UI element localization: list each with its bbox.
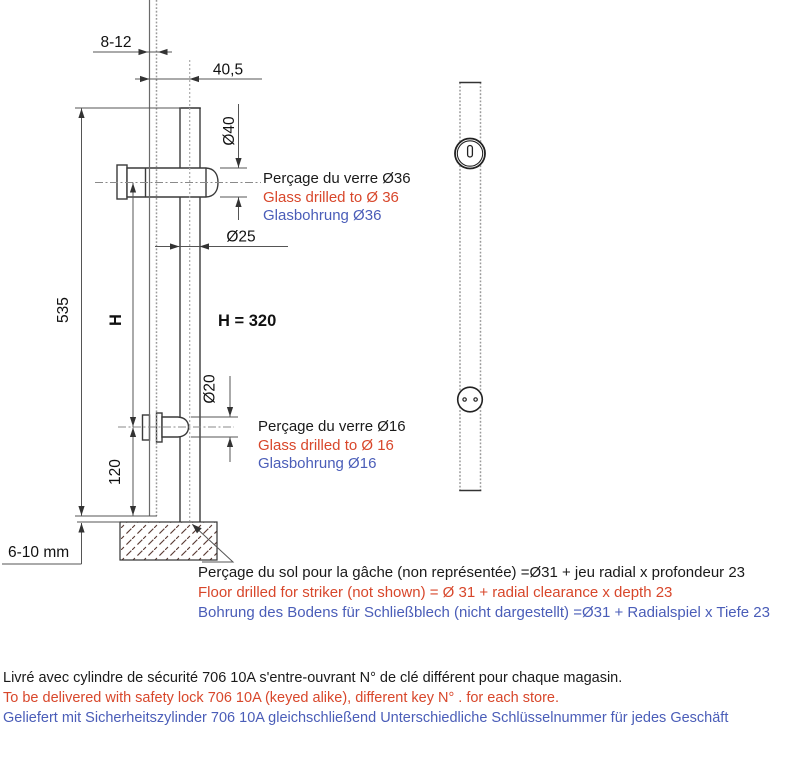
keyhole-slot xyxy=(468,146,473,158)
dim-label-h-value: H = 320 xyxy=(218,312,277,330)
lower-fixing-disc xyxy=(458,387,483,412)
dim-lower-fitting-diameter xyxy=(191,374,238,462)
lock-cylinder-face xyxy=(455,139,485,169)
note-glass-hole-lower xyxy=(258,418,406,474)
note-floor-hole xyxy=(198,563,770,623)
dim-label-total-height: 535 xyxy=(55,297,72,323)
note-glass-hole-lower-en: Glass drilled to Ø 16 xyxy=(258,436,394,454)
dim-label-glass-thickness: 8-12 xyxy=(100,34,132,51)
dim-label-lower-fitting-diameter: Ø20 xyxy=(201,374,219,404)
note-cylinder-fr: Livré avec cylindre de sécurité 706 10A s'entre-ouvrant N° de clé différent pour chaque magasin. xyxy=(3,670,623,686)
note-glass-hole-upper-en: Glass drilled to Ø 36 xyxy=(263,188,399,206)
dim-label-h-symbol: H xyxy=(107,314,125,326)
note-glass-hole-upper-fr: Perçage du verre Ø36 xyxy=(263,170,411,187)
dim-label-tube-diameter: Ø25 xyxy=(226,228,256,246)
note-floor-hole-de: Bohrung des Bodens für Schließblech (nicht dargestellt) =Ø31 + Radialspiel x Tiefe 23 xyxy=(198,604,770,621)
dim-label-glass-to-axis: 40,5 xyxy=(212,61,244,79)
upper-glass-fitting xyxy=(117,165,218,199)
dim-tube-diameter xyxy=(155,229,288,250)
dim-h-between-fittings xyxy=(107,183,136,428)
note-cylinder-en: To be delivered with safety lock 706 10A (keyed alike), different key N° . for each store. xyxy=(3,690,560,706)
note-cylinder-de: Geliefert mit Sicherheitszylinder 706 10A gleichschließend Unterschiedliche Schlüsselnummer für jedes Geschäft xyxy=(3,710,729,726)
dim-floor-gap xyxy=(2,523,85,564)
dim-glass-thickness xyxy=(93,34,172,55)
dim-lower-height xyxy=(107,428,136,516)
dim-label-lower-height: 120 xyxy=(107,459,124,485)
note-glass-hole-upper-de: Glasbohrung Ø36 xyxy=(263,207,382,224)
dim-label-upper-fitting-diameter: Ø40 xyxy=(221,116,238,146)
dim-upper-fitting-diameter xyxy=(220,104,247,220)
note-floor-hole-en: Floor drilled for striker (not shown) = Ø 31 + radial clearance x depth 23 xyxy=(198,584,673,601)
dim-label-floor-gap: 6-10 mm xyxy=(8,544,70,561)
note-cylinder xyxy=(3,668,728,728)
side-view xyxy=(455,83,485,491)
dim-glass-to-axis xyxy=(135,62,262,83)
note-floor-hole-fr: Perçage du sol pour la gâche (non représentée) =Ø31 + jeu radial x profondeur 23 xyxy=(198,564,746,581)
note-glass-hole-upper xyxy=(263,170,411,226)
note-glass-hole-lower-de: Glasbohrung Ø16 xyxy=(258,455,377,472)
note-glass-hole-lower-fr: Perçage du verre Ø16 xyxy=(258,418,406,435)
